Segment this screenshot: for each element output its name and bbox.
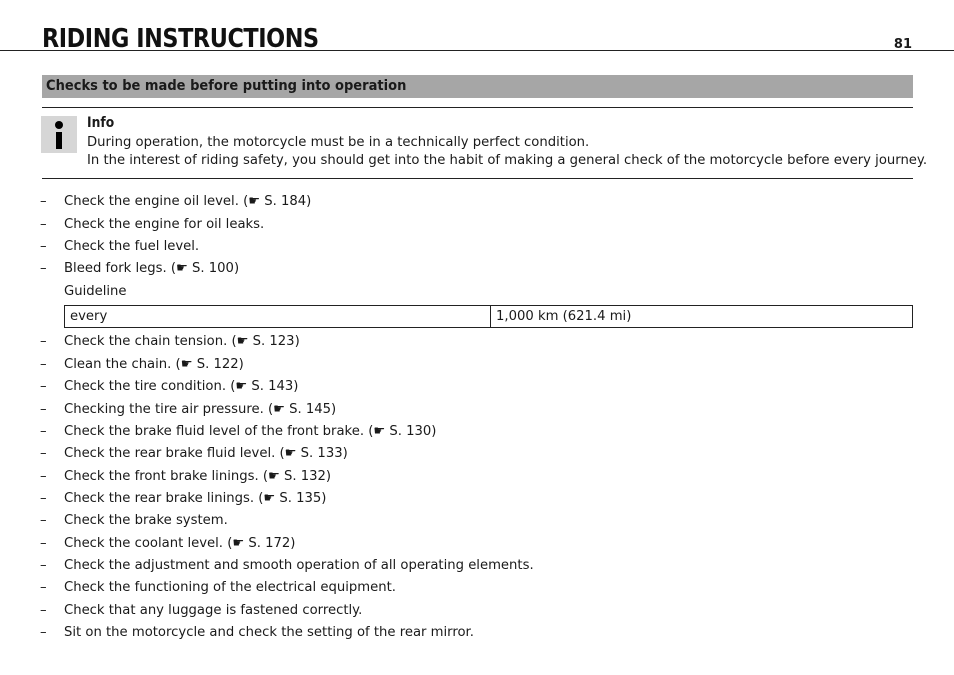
- list-item: [40, 423, 436, 441]
- list-dash: –: [40, 625, 47, 640]
- list-dash: –: [40, 402, 47, 417]
- list-item-text: Clean the chain. (☛ S. 122): [64, 357, 244, 372]
- list-item: [40, 602, 362, 620]
- list-item: [40, 468, 331, 486]
- header-rule: [0, 50, 954, 51]
- list-item: [40, 624, 474, 642]
- info-icon-stem: [56, 132, 62, 149]
- list-item-text: Check the rear brake linings. (☛ S. 135): [64, 491, 327, 506]
- list-dash: –: [40, 536, 47, 551]
- list-dash: –: [40, 491, 47, 506]
- list-item-text: Check the tire condition. (☛ S. 143): [64, 379, 299, 394]
- info-heading: Info: [87, 115, 115, 131]
- page-title: RIDING INSTRUCTIONS: [42, 24, 319, 54]
- list-item-text: Sit on the motorcycle and check the setting of the rear mirror.: [64, 625, 474, 640]
- list-dash: –: [40, 217, 47, 232]
- page-number: 81: [893, 37, 912, 52]
- info-icon: [41, 116, 77, 153]
- list-item: [40, 535, 295, 553]
- list-dash: –: [40, 357, 47, 372]
- info-bottom-rule: [42, 178, 913, 179]
- info-icon-dot: [55, 121, 63, 129]
- list-item-text: Check the fuel level.: [64, 239, 200, 254]
- list-item: [40, 401, 336, 419]
- list-dash: –: [40, 194, 47, 209]
- list-item-text: Bleed fork legs. (☛ S. 100): [64, 261, 240, 276]
- table-cell-value: 1,000 km (621.4 mi): [491, 306, 913, 328]
- info-top-rule: [42, 107, 913, 108]
- list-item-text: Check the adjustment and smooth operation of all operating elements.: [64, 558, 534, 573]
- list-dash: –: [40, 239, 47, 254]
- list-item-text: Check the front brake linings. (☛ S. 132): [64, 469, 332, 484]
- list-item-text: Check the engine oil level. (☛ S. 184): [64, 194, 312, 209]
- list-dash: –: [40, 513, 47, 528]
- list-dash: –: [40, 558, 47, 573]
- guideline-table: [64, 305, 913, 328]
- list-dash: –: [40, 603, 47, 618]
- list-item: [40, 260, 239, 278]
- list-item: [40, 238, 199, 256]
- list-dash: –: [40, 261, 47, 276]
- list-item: [40, 512, 228, 530]
- list-item: [40, 193, 311, 211]
- list-dash: –: [40, 334, 47, 349]
- list-dash: –: [40, 424, 47, 439]
- list-dash: –: [40, 379, 47, 394]
- list-item-text: Check the functioning of the electrical equipment.: [64, 580, 396, 595]
- list-item: [40, 490, 326, 508]
- list-dash: –: [40, 580, 47, 595]
- table-cell-key: every: [65, 306, 491, 328]
- guideline-label: Guideline: [64, 284, 127, 299]
- list-item-text: Check that any luggage is fastened correctly.: [64, 603, 363, 618]
- table-row: [65, 306, 913, 328]
- info-line: In the interest of riding safety, you should get into the habit of making a general check of the motorcycle before every journey.: [87, 153, 928, 168]
- list-item: [40, 579, 396, 597]
- info-line: During operation, the motorcycle must be in a technically perfect condition.: [87, 135, 590, 150]
- list-item: [40, 378, 298, 396]
- list-item: [40, 356, 244, 374]
- section-heading: Checks to be made before putting into operation: [46, 78, 407, 94]
- list-item-text: Checking the tire air pressure. (☛ S. 145): [64, 402, 337, 417]
- list-item: [40, 333, 300, 351]
- section-heading-bar: [42, 75, 913, 98]
- list-item-text: Check the brake fluid level of the front brake. (☛ S. 130): [64, 424, 437, 439]
- list-item-text: Check the brake system.: [64, 513, 228, 528]
- list-item: [40, 445, 348, 463]
- list-dash: –: [40, 469, 47, 484]
- list-item-text: Check the chain tension. (☛ S. 123): [64, 334, 300, 349]
- list-dash: –: [40, 446, 47, 461]
- list-item: [40, 557, 534, 575]
- list-item-text: Check the engine for oil leaks.: [64, 217, 265, 232]
- list-item: [40, 216, 264, 234]
- list-item-text: Check the coolant level. (☛ S. 172): [64, 536, 296, 551]
- list-item-text: Check the rear brake fluid level. (☛ S. 133): [64, 446, 348, 461]
